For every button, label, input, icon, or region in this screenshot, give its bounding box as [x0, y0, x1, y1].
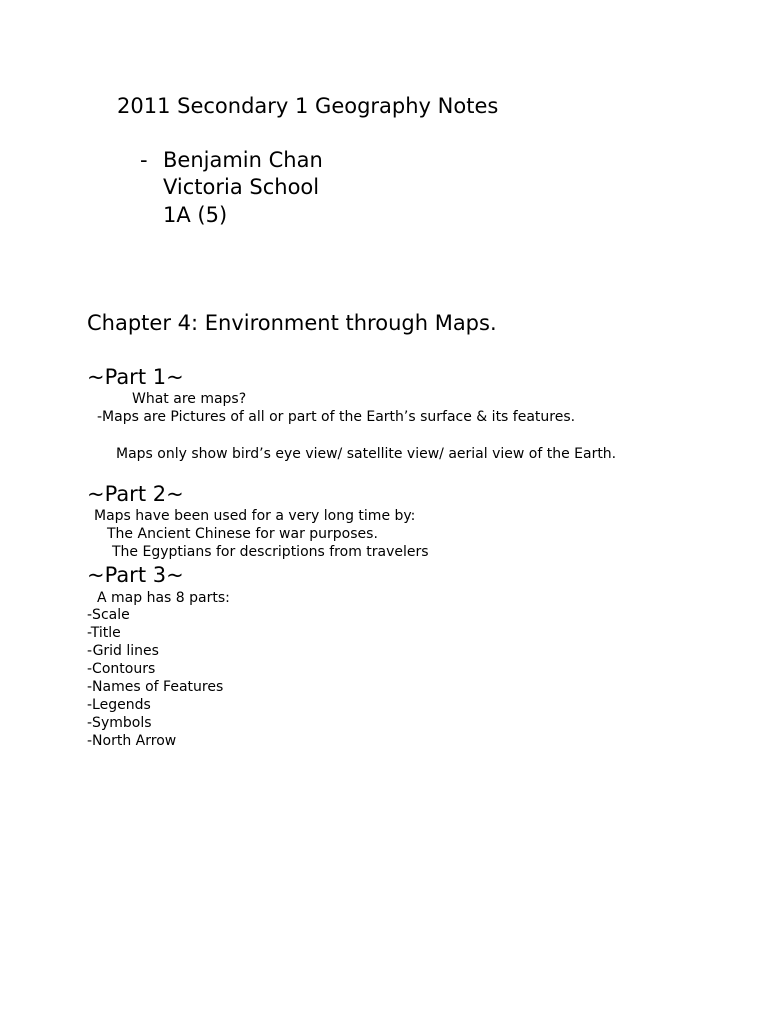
- list-item: -Contours: [87, 661, 156, 677]
- part2-intro: Maps have been used for a very long time by:: [94, 508, 416, 524]
- list-item: -Grid lines: [87, 643, 159, 659]
- chapter-title: Chapter 4: Environment through Maps.: [87, 311, 497, 335]
- part1-definition: -Maps are Pictures of all or part of the Earth’s surface & its features.: [97, 409, 576, 425]
- part3-intro: A map has 8 parts:: [97, 590, 230, 606]
- author-dash: -: [140, 148, 148, 172]
- author-name: Benjamin Chan: [163, 148, 323, 172]
- list-item: -Symbols: [87, 715, 152, 731]
- part1-question: What are maps?: [132, 391, 247, 407]
- list-item: -Names of Features: [87, 679, 224, 695]
- part2-heading: ~Part 2~: [87, 482, 184, 506]
- list-item: -Legends: [87, 697, 151, 713]
- list-item: -North Arrow: [87, 733, 177, 749]
- class-label: 1A (5): [163, 203, 228, 227]
- school-name: Victoria School: [163, 175, 320, 199]
- part2-item: The Egyptians for descriptions from travelers: [112, 544, 429, 560]
- part1-view-note: Maps only show bird’s eye view/ satellite view/ aerial view of the Earth.: [116, 446, 617, 462]
- part1-heading: ~Part 1~: [87, 365, 184, 389]
- part2-item: The Ancient Chinese for war purposes.: [107, 526, 378, 542]
- part3-heading: ~Part 3~: [87, 563, 184, 587]
- list-item: -Scale: [87, 607, 130, 623]
- map-parts-list: [87, 606, 223, 750]
- list-item: -Title: [87, 625, 121, 641]
- document-title: 2011 Secondary 1 Geography Notes: [117, 94, 499, 118]
